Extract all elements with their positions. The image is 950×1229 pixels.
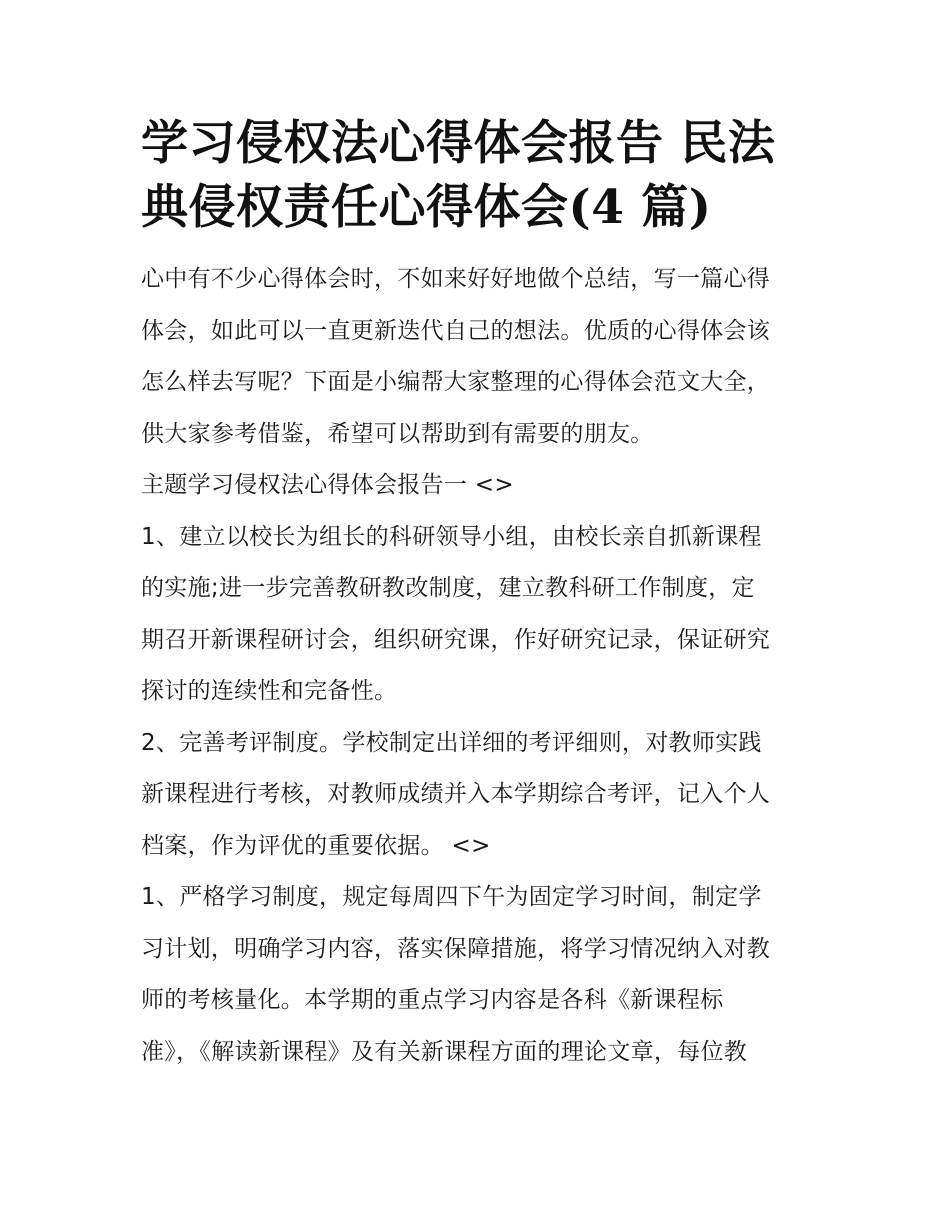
intro-line: 体会，如此可以一直更新迭代自己的想法。优质的心得体会该: [141, 317, 771, 344]
paragraph-line: 的实施;进一步完善教研教改制度，建立教科研工作制度，定: [141, 575, 755, 601]
title-line: 典侵权责任心得体会(4 篇): [141, 180, 712, 235]
paragraph-line: 习计划，明确学习内容，落实保障措施，将学习情况纳入对教: [141, 935, 771, 962]
title-line: 学习侵权法心得体会报告 民法: [141, 116, 776, 171]
paragraph-line: 1、建立以校长为组长的科研领导小组，由校长亲自抓新课程: [141, 523, 762, 550]
paragraph-line: 期召开新课程研讨会，组织研究课，作好研究记录，保证研究: [141, 626, 771, 653]
document-title: [141, 112, 811, 240]
intro-line: 供大家参考借鉴，希望可以帮助到有需要的朋友。: [141, 420, 654, 447]
paragraph-line: 准》，《解读新课程》及有关新课程方面的理论文章，每位教: [141, 1038, 748, 1065]
paragraph-line: 2、完善考评制度。学校制定出详细的考评细则，对教师实践: [141, 729, 762, 756]
document-body: [141, 254, 811, 1078]
paragraph-line: 档案，作为评优的重要依据。 <>: [141, 832, 491, 859]
intro-line: 怎么样去写呢？下面是小编帮大家整理的心得体会范文大全，: [141, 369, 771, 395]
paragraph-line: 1、严格学习制度，规定每周四下午为固定学习时间，制定学: [141, 884, 762, 910]
document-content: [141, 112, 811, 1078]
paragraph-line: 新课程进行考核，对教师成绩并入本学期综合考评，记入个人: [141, 781, 771, 807]
paragraph-line: 师的考核量化。本学期的重点学习内容是各科《新课程标: [141, 987, 724, 1013]
intro-line: 心中有不少心得体会时，不如来好好地做个总结，写一篇心得: [141, 266, 771, 292]
section-heading: 主题学习侵权法心得体会报告一 <>: [141, 472, 514, 498]
paragraph-line: 探讨的连续性和完备性。: [141, 678, 398, 704]
